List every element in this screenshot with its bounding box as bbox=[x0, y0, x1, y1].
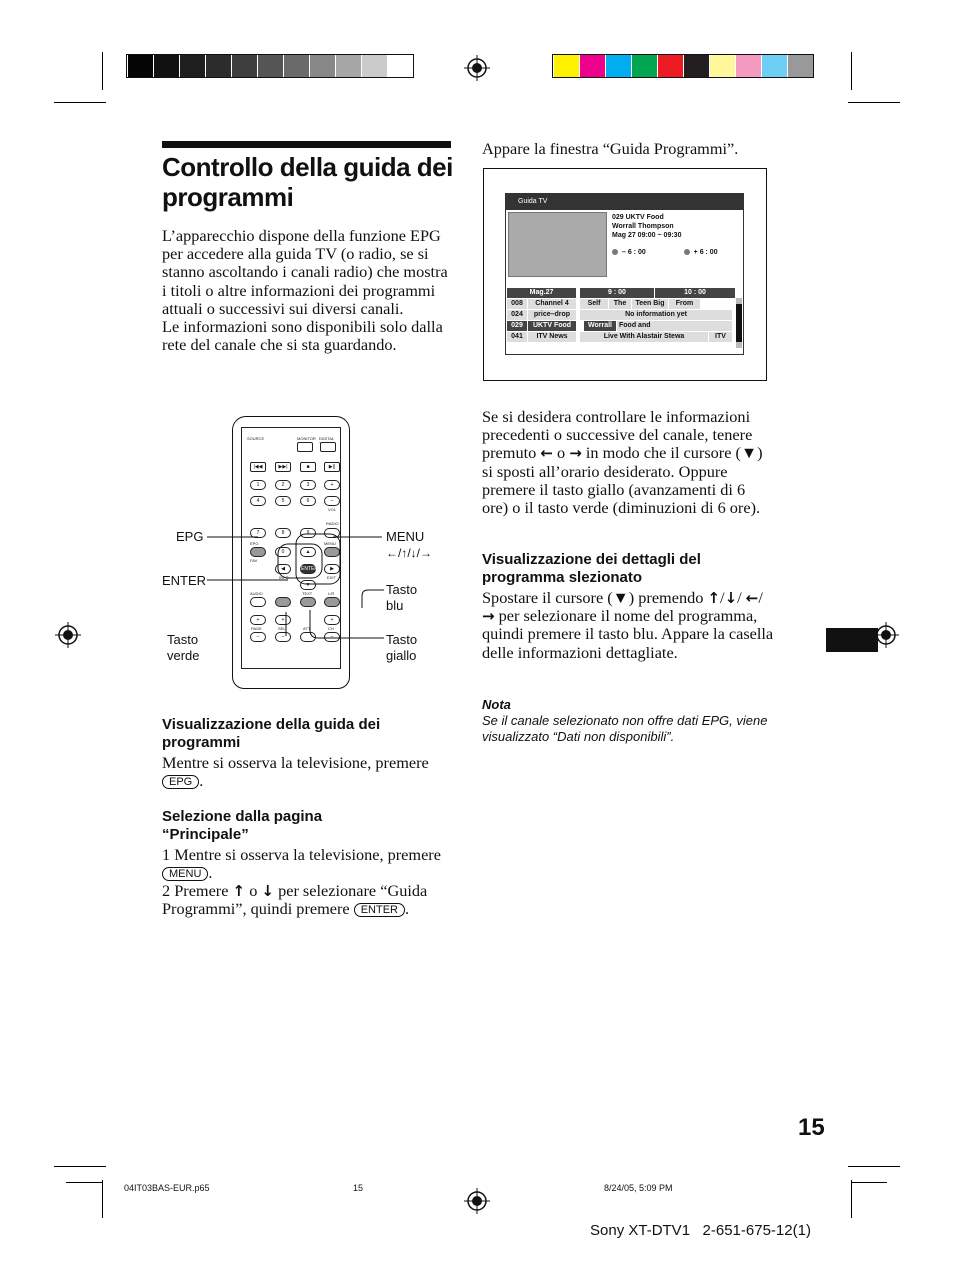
program-cell[interactable]: From bbox=[669, 299, 700, 309]
channel-row-selected[interactable] bbox=[507, 321, 735, 331]
callout-lines bbox=[200, 520, 400, 650]
prev-key: |◀◀ bbox=[250, 462, 266, 472]
key-label-text: TEXT bbox=[302, 591, 313, 596]
left-key: ◀ bbox=[275, 564, 291, 574]
step-1: 1 Mentre si osserva la televisione, premere MENU . bbox=[162, 845, 441, 883]
callout-enter: ENTER bbox=[162, 573, 207, 588]
key-label-exit: EXIT bbox=[327, 575, 336, 580]
channel-name: price–drop bbox=[528, 310, 576, 320]
guide-header bbox=[506, 194, 743, 210]
key-label-monitor: MONITOR bbox=[297, 436, 316, 441]
key-label-att: ATT bbox=[303, 626, 311, 631]
title-rule bbox=[162, 141, 451, 148]
program-cell[interactable]: Food and bbox=[617, 321, 732, 331]
right-arrow-icon: → bbox=[569, 444, 582, 463]
program-info bbox=[612, 213, 718, 257]
ch-minus-key: – bbox=[324, 632, 340, 642]
program-cell-selected[interactable]: Worrall bbox=[584, 321, 616, 331]
page-minus-key: – bbox=[250, 632, 266, 642]
channel-row[interactable] bbox=[507, 310, 735, 320]
enter-button-ref: ENTER bbox=[354, 903, 405, 917]
step-2: 2 Premere ↑ o ↓ per selezionare “Guida Programmi”, quindi premere ENTER . bbox=[162, 881, 428, 919]
key-label-info: INFO bbox=[279, 575, 289, 580]
guide-screen bbox=[505, 193, 744, 355]
callout-arrows: ←/↑/↓/→ bbox=[386, 546, 433, 560]
step2-post: per selezionare “Guida Programmi”, quindi premere bbox=[162, 881, 428, 919]
channel-row[interactable] bbox=[507, 332, 735, 342]
scrollbar-thumb[interactable] bbox=[736, 304, 742, 342]
sel-plus-key: + bbox=[275, 615, 291, 625]
guide-header-label: Guida TV bbox=[518, 198, 548, 205]
key-1: 1 bbox=[250, 480, 266, 490]
channel-row[interactable] bbox=[507, 299, 735, 309]
p1-text-b: in modo che il cursore (▼) si sposti all’orario desiderato. Oppure premere il tasto giallo (avanzamenti di 6 ore) o il tasto verde (diminuzioni di 6 ore). bbox=[482, 443, 763, 518]
date-cell: Mag.27 bbox=[507, 288, 576, 298]
registration-mark-icon bbox=[55, 622, 81, 648]
paragraph-1 bbox=[482, 408, 774, 517]
callout-menu: MENU bbox=[386, 529, 425, 544]
key-6: 6 bbox=[300, 496, 316, 506]
section2-heading: Selezione dalla pagina “Principale” bbox=[162, 808, 323, 843]
ch-plus-key: + bbox=[324, 615, 340, 625]
shift-buttons bbox=[612, 248, 718, 257]
callout-epg: EPG bbox=[176, 529, 204, 544]
scrollbar[interactable] bbox=[736, 298, 742, 348]
time-cell-1: 9 : 00 bbox=[580, 288, 654, 298]
green-dot-icon bbox=[612, 249, 618, 255]
key-label-lr: L/R bbox=[328, 591, 335, 596]
key-0: 0 bbox=[275, 547, 291, 557]
key-label-audio: AUDIO bbox=[250, 591, 263, 596]
vol-plus-key: + bbox=[324, 480, 340, 490]
key-label-menu: MENU bbox=[324, 541, 336, 546]
key-label-vol: VOL bbox=[328, 507, 337, 512]
program-cell[interactable]: Self bbox=[580, 299, 608, 309]
channel-name: ITV News bbox=[528, 332, 576, 342]
key-7: 7 bbox=[250, 528, 266, 538]
up-arrow-icon: ↑ bbox=[707, 589, 721, 607]
grayscale-bar bbox=[126, 54, 414, 78]
left-arrow-icon: ← bbox=[540, 444, 553, 463]
up-arrow-icon: ↑ bbox=[232, 882, 246, 900]
time-header-row bbox=[507, 288, 735, 298]
stop-key: ■ bbox=[300, 462, 316, 472]
monitor-key bbox=[297, 442, 313, 452]
p2-text-a: Spostare il cursore (▼) premendo bbox=[482, 588, 704, 607]
page-plus-key: + bbox=[250, 615, 266, 625]
key-9: 9 bbox=[300, 528, 316, 538]
yellow-dot-icon bbox=[684, 249, 690, 255]
key-label-radio: RADIO bbox=[326, 521, 339, 526]
callout-tasto-verde: Tasto verde bbox=[167, 632, 200, 663]
key-label-ch: CH bbox=[328, 626, 334, 631]
key-label-digital-tv: DIGITAL bbox=[319, 436, 335, 441]
channel-name: Channel 4 bbox=[528, 299, 576, 309]
down-arrow-icon: ↓ bbox=[724, 589, 738, 607]
program-cell[interactable]: The bbox=[609, 299, 631, 309]
step2-number: 2 bbox=[162, 881, 171, 900]
key-label-sel: SEL bbox=[278, 626, 286, 631]
minus6-label: – 6 : 00 bbox=[622, 249, 646, 256]
section1-text: Mentre si osserva la televisione, premere bbox=[162, 753, 429, 772]
right-arrow-icon: → bbox=[482, 607, 495, 626]
note-heading: Nota bbox=[482, 697, 511, 712]
footer-page: 15 bbox=[353, 1183, 364, 1193]
sel-minus-key: – bbox=[275, 632, 291, 642]
next-key: ▶▶| bbox=[275, 462, 291, 472]
enter-key: ENTER bbox=[301, 566, 318, 572]
right-key: ▶ bbox=[324, 564, 340, 574]
key-2: 2 bbox=[275, 480, 291, 490]
menu-button-ref: MENU bbox=[162, 867, 208, 881]
section1-heading: Visualizzazione della guida dei programmi bbox=[162, 716, 381, 751]
info-channel: 029 UKTV Food bbox=[612, 214, 664, 221]
channel-number: 041 bbox=[507, 332, 527, 342]
channel-number: 029 bbox=[507, 321, 527, 331]
intro-text-2: Le informazioni sono disponibili solo dalla rete del canale che si sta guardando. bbox=[162, 317, 443, 355]
step1-text: Mentre si osserva la televisione, premere bbox=[174, 845, 441, 864]
step2-mid: o bbox=[249, 881, 258, 900]
p1-o: o bbox=[557, 443, 566, 463]
up-key: ▲ bbox=[300, 547, 316, 557]
key-3: 3 bbox=[300, 480, 316, 490]
program-cell[interactable]: Live With Alastair Stewa bbox=[580, 332, 708, 342]
program-cell[interactable]: ITV bbox=[709, 332, 732, 342]
digital-tv-key bbox=[320, 442, 336, 452]
down-arrow-icon: ↓ bbox=[261, 882, 274, 900]
video-preview bbox=[508, 212, 607, 277]
color-bar bbox=[552, 54, 814, 78]
key-8: 8 bbox=[275, 528, 291, 538]
section1-paragraph: Mentre si osserva la televisione, premere EPG . bbox=[162, 753, 429, 791]
play-pause-key: ▶|| bbox=[324, 462, 340, 472]
info-title: Worrall Thompson bbox=[612, 223, 674, 230]
plus6-label: + 6 : 00 bbox=[693, 249, 718, 256]
key-label-fav: FAV bbox=[250, 558, 258, 563]
footer-date: 8/24/05, 5:09 PM bbox=[604, 1183, 673, 1193]
key-label-source: SOURCE bbox=[247, 436, 265, 441]
p1-text-a: Se si desidera controllare le informazioni precedenti o successive del canale, tenere premuto bbox=[482, 407, 753, 463]
intro-text: L’apparecchio dispone della funzione EPG per accedere alla guida TV (o radio, se si stanno ascoltando i canali radio) che mostra i titoli o altre informazioni dei programmi attuali o successivi sui diversi canali. bbox=[162, 226, 448, 318]
paragraph-2: Spostare il cursore (▼) premendo ↑/↓/ ←/→ per selezionare il nome del programma, quindi premere il tasto blu. Appare la casella delle informazioni dettagliate. bbox=[482, 588, 774, 662]
channel-number: 024 bbox=[507, 310, 527, 320]
page-title: Controllo della guida dei programmi bbox=[162, 152, 453, 212]
registration-mark-icon bbox=[464, 55, 490, 81]
program-cell[interactable]: No information yet bbox=[580, 310, 732, 320]
p2-text-b: per selezionare il nome del programma, quindi premere il tasto blu. Appare la casella delle informazioni dettagliate. bbox=[482, 606, 774, 662]
page-number: 15 bbox=[798, 1114, 825, 1141]
step2-pre: Premere bbox=[174, 881, 229, 900]
down-key: ▼ bbox=[300, 580, 316, 590]
model-code: Sony XT-DTV1 2-651-675-12(1) bbox=[590, 1222, 811, 1239]
left-arrow-icon: ← bbox=[745, 589, 759, 607]
callout-tasto-giallo: Tasto giallo bbox=[386, 632, 418, 663]
registration-mark-icon bbox=[464, 1188, 490, 1214]
channel-name: UKTV Food bbox=[528, 321, 576, 331]
epg-button-ref: EPG bbox=[162, 775, 199, 789]
time-cell-2: 10 : 00 bbox=[655, 288, 735, 298]
screen-caption: Appare la finestra “Guida Programmi”. bbox=[482, 139, 739, 158]
vol-minus-key: – bbox=[324, 496, 340, 506]
program-cell[interactable]: Teen Big bbox=[632, 299, 668, 309]
note-text: Se il canale selezionato non offre dati EPG, viene visualizzato “Dati non disponibili”. bbox=[482, 713, 768, 744]
footer-filename: 04IT03BAS-EUR.p65 bbox=[124, 1183, 210, 1193]
intro-paragraph bbox=[162, 227, 452, 354]
section-tab bbox=[826, 628, 878, 652]
key-label-page: PAGE bbox=[251, 626, 262, 631]
key-4: 4 bbox=[250, 496, 266, 506]
callout-tasto-blu: Tasto blu bbox=[386, 582, 418, 613]
step1-number: 1 bbox=[162, 845, 171, 864]
key-5: 5 bbox=[275, 496, 291, 506]
key-label-epg: EPG bbox=[250, 541, 259, 546]
channel-number: 008 bbox=[507, 299, 527, 309]
section3-heading: Visualizzazione dei dettagli del programma slezionato bbox=[482, 551, 701, 586]
info-time: Mag 27 09:00 ~ 09:30 bbox=[612, 232, 682, 239]
